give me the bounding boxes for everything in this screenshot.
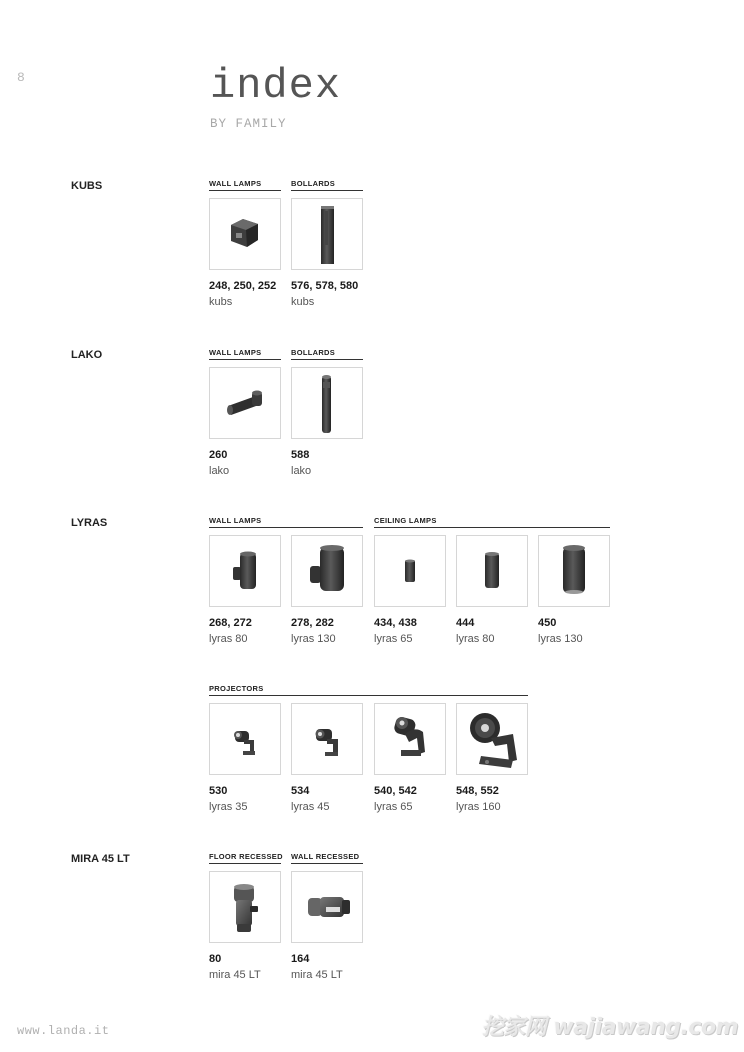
page-title: index: [210, 62, 342, 110]
lyras-80-ceiling-lamp-icon: [457, 536, 527, 606]
group-header: WALL LAMPS: [209, 348, 281, 360]
group-header: WALL LAMPS: [209, 516, 363, 528]
lyras-130-wall-lamp-icon: [292, 536, 362, 606]
product-model: lyras 35: [209, 801, 248, 813]
product-group: [374, 516, 610, 528]
lyras-65-projector-icon: [375, 704, 445, 774]
product-thumbnail: [291, 535, 363, 607]
product-model: kubs: [291, 296, 315, 308]
mira-wall-recessed-icon: [292, 872, 362, 942]
footer-url[interactable]: www.landa.it: [17, 1024, 110, 1038]
group-header: BOLLARDS: [291, 179, 363, 191]
product-thumbnail: [291, 198, 363, 270]
product-thumbnail: [209, 703, 281, 775]
group-header: WALL LAMPS: [209, 179, 281, 191]
product-thumbnail: [456, 535, 528, 607]
product-thumbnail: [291, 703, 363, 775]
product-model: lyras 65: [374, 801, 413, 813]
group-header: PROJECTORS: [209, 684, 528, 696]
product-group: [291, 852, 363, 864]
lako-wall-lamp-icon: [210, 368, 280, 438]
product-codes: 576, 578, 580: [291, 280, 359, 292]
watermark: 挖家网 wajiawang.com: [481, 1015, 738, 1040]
product-thumbnail: [456, 703, 528, 775]
product-codes: 260: [209, 449, 228, 461]
product-group: [209, 684, 528, 696]
product-codes: 434, 438: [374, 617, 417, 629]
product-thumbnail: [209, 871, 281, 943]
product-model: mira 45 LT: [209, 969, 261, 981]
page-number: 8: [17, 70, 25, 85]
product-codes: 164: [291, 953, 310, 965]
product-model: lyras 80: [456, 633, 495, 645]
product-codes: 450: [538, 617, 557, 629]
product-codes: 278, 282: [291, 617, 334, 629]
family-label: MIRA 45 LT: [71, 853, 130, 865]
product-model: lyras 160: [456, 801, 501, 813]
product-codes: 548, 552: [456, 785, 499, 797]
product-codes: 444: [456, 617, 475, 629]
product-thumbnail: [291, 367, 363, 439]
product-group: [209, 348, 281, 360]
lyras-130-ceiling-lamp-icon: [539, 536, 609, 606]
product-model: lako: [291, 465, 312, 477]
lyras-160-projector-icon: [457, 704, 527, 774]
family-label: LYRAS: [71, 517, 108, 529]
product-codes: 80: [209, 953, 222, 965]
group-header: CEILING LAMPS: [374, 516, 610, 528]
product-model: lyras 80: [209, 633, 248, 645]
product-model: kubs: [209, 296, 233, 308]
product-codes: 248, 250, 252: [209, 280, 277, 292]
kubs-bollard-icon: [292, 199, 362, 269]
family-label: KUBS: [71, 180, 103, 192]
product-model: lako: [209, 465, 230, 477]
product-thumbnail: [209, 367, 281, 439]
group-header: FLOOR RECESSED: [209, 852, 281, 864]
product-codes: 530: [209, 785, 228, 797]
page-subtitle: BY FAMILY: [210, 117, 287, 131]
product-thumbnail: [209, 535, 281, 607]
product-model: lyras 130: [291, 633, 336, 645]
product-model: lyras 65: [374, 633, 413, 645]
product-codes: 268, 272: [209, 617, 252, 629]
product-thumbnail: [209, 198, 281, 270]
product-thumbnail: [291, 871, 363, 943]
family-label: LAKO: [71, 349, 103, 361]
product-group: [209, 516, 363, 528]
product-codes: 534: [291, 785, 310, 797]
lyras-45-projector-icon: [292, 704, 362, 774]
product-group: [209, 852, 281, 864]
product-group: [291, 348, 363, 360]
lyras-35-projector-icon: [210, 704, 280, 774]
kubs-wall-lamp-icon: [210, 199, 280, 269]
product-model: mira 45 LT: [291, 969, 343, 981]
product-group: [209, 179, 281, 191]
product-model: lyras 130: [538, 633, 583, 645]
lako-bollard-icon: [292, 368, 362, 438]
product-thumbnail: [538, 535, 610, 607]
product-group: [291, 179, 363, 191]
product-model: lyras 45: [291, 801, 330, 813]
lyras-65-ceiling-lamp-icon: [375, 536, 445, 606]
product-codes: 540, 542: [374, 785, 417, 797]
product-thumbnail: [374, 535, 446, 607]
lyras-80-wall-lamp-icon: [210, 536, 280, 606]
mira-floor-recessed-icon: [210, 872, 280, 942]
group-header: BOLLARDS: [291, 348, 363, 360]
product-codes: 588: [291, 449, 310, 461]
product-thumbnail: [374, 703, 446, 775]
group-header: WALL RECESSED: [291, 852, 363, 864]
